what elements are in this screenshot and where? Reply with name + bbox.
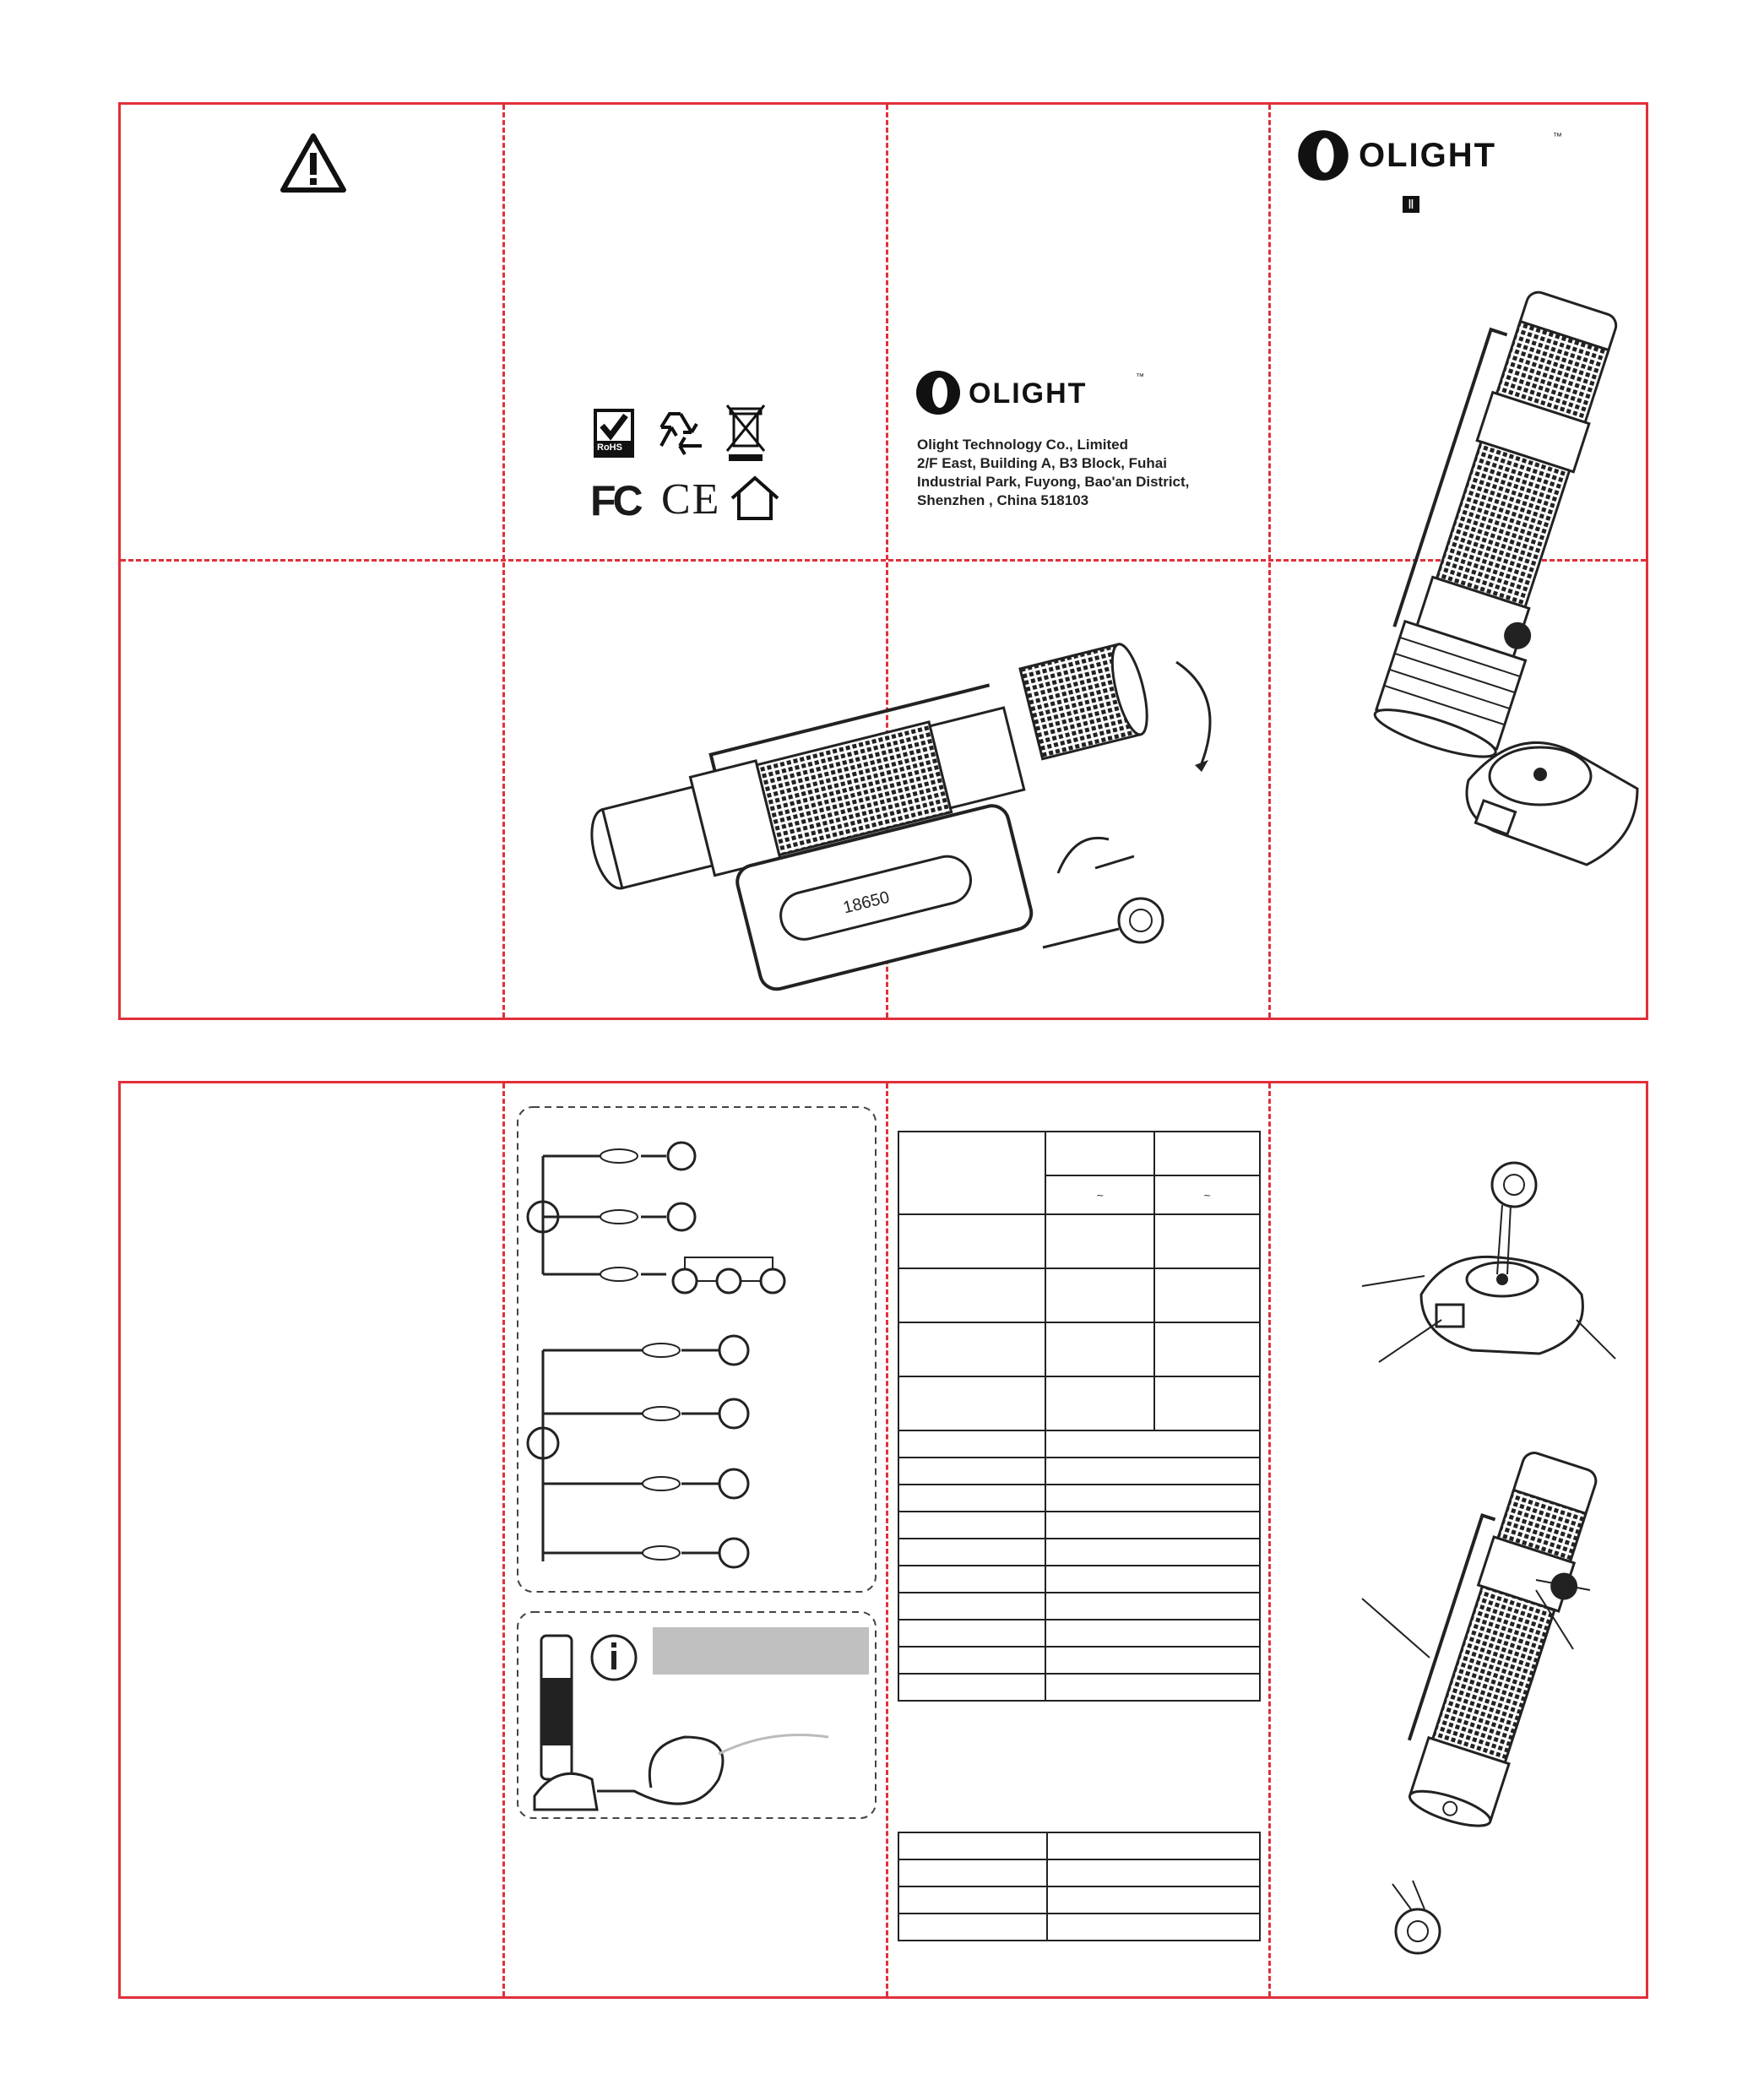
- button-press-icon: [600, 1149, 638, 1281]
- indoor-use-house-icon: [729, 475, 781, 522]
- range-mark: ~: [1154, 1175, 1260, 1214]
- olight-logo-icon: [1296, 128, 1350, 182]
- back-logo: [915, 369, 1144, 420]
- fc-mark-icon: FC: [590, 477, 640, 524]
- battery-install-illustration: [560, 578, 1244, 1000]
- secondary-table: [898, 1832, 1261, 1941]
- trademark: ™: [1136, 372, 1144, 382]
- bottom-sheet: [118, 1081, 1648, 1999]
- battery-type-label: 18650: [841, 888, 892, 918]
- cover-logo: [1296, 128, 1562, 186]
- fold-line-vertical: [886, 1083, 888, 1996]
- flashlight-with-dock-illustration: [1300, 282, 1646, 890]
- top-sheet: [118, 102, 1648, 1020]
- spec-table: [898, 1131, 1261, 1702]
- address-line: Industrial Park, Fuyong, Bao'an District,: [917, 474, 1190, 490]
- address-line: Shenzhen , China 518103: [917, 492, 1089, 508]
- trademark: ™: [1553, 132, 1562, 142]
- info-note-bar: [653, 1627, 869, 1675]
- dock-diagram: [1337, 1151, 1624, 1371]
- address-line: 2/F East, Building A, B3 Block, Fuhai: [917, 455, 1167, 471]
- company-name: Olight Technology Co., Limited: [917, 437, 1128, 453]
- rohs-check-icon: [594, 409, 636, 461]
- fold-line-vertical: [1268, 1083, 1271, 1996]
- flashlight-parts-diagram: [1337, 1438, 1624, 1962]
- operation-diagram: [516, 1105, 879, 1595]
- warning-triangle-icon: [280, 133, 347, 193]
- company-address: [917, 436, 1189, 510]
- olight-logo-icon: [915, 369, 962, 416]
- brand-name: OLIGHT: [969, 377, 1088, 410]
- fold-line-vertical: [502, 1083, 505, 1996]
- model-mark: Ⅱ: [1403, 196, 1419, 213]
- brand-name: OLIGHT: [1359, 137, 1497, 174]
- recycle-icon: [653, 409, 708, 461]
- range-mark: ~: [1045, 1175, 1154, 1214]
- rohs-label: RoHS: [597, 442, 622, 453]
- weee-bin-icon: [724, 402, 768, 463]
- ce-mark-icon: CE: [661, 475, 721, 524]
